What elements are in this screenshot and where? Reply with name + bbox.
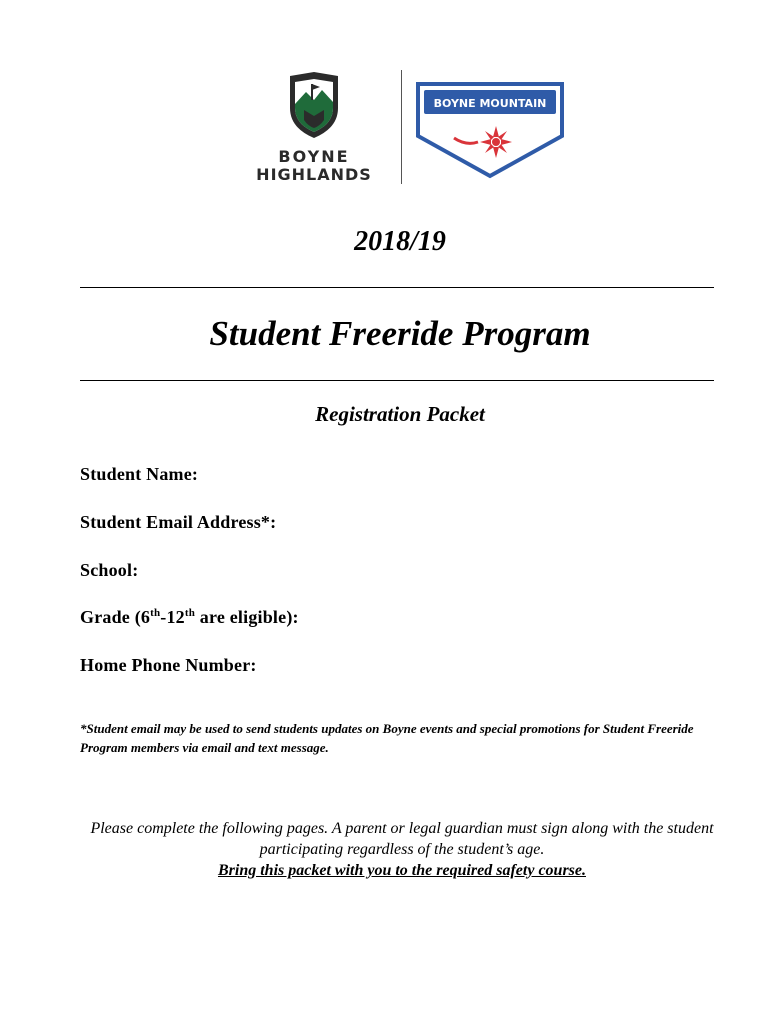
- page-title: Student Freeride Program: [209, 314, 591, 353]
- grade-mid: -12: [160, 607, 185, 627]
- student-name-label: Student Name:: [80, 464, 199, 484]
- highlands-line1: BOYNE: [278, 147, 350, 166]
- boyne-mountain-name: BOYNE MOUNTAIN: [433, 97, 547, 110]
- page-subtitle: Registration Packet: [315, 402, 485, 426]
- grade-prefix: Grade (6: [80, 607, 151, 627]
- school-label: School:: [80, 560, 139, 580]
- boyne-highlands-crest-icon: [286, 70, 342, 140]
- boyne-mountain-badge-icon: [414, 80, 566, 180]
- grade-suffix: are eligible):: [195, 607, 299, 627]
- grade-sup-2: th: [184, 607, 196, 619]
- program-year: 2018/19: [354, 226, 446, 257]
- highlands-line2: HIGHLANDS: [256, 165, 372, 184]
- boyne-highlands-wordmark: [248, 148, 380, 184]
- home-phone-label: Home Phone Number:: [80, 655, 257, 675]
- divider-bottom: [80, 380, 714, 381]
- instructions-bold: Bring this packet with you to the required safety course.: [217, 862, 586, 879]
- grade-sup-1: th: [150, 607, 161, 619]
- divider-top: [80, 287, 714, 288]
- instructions-text: Please complete the following pages. A parent or legal guardian must sign along with the student participating regardless of the student’s age.: [90, 820, 714, 858]
- instructions: [70, 818, 734, 881]
- logo-divider: [401, 70, 402, 184]
- student-email-label: Student Email Address*:: [80, 512, 277, 532]
- email-disclaimer: *Student email may be used to send students updates on Boyne events and special promotions for Student Freeride Program members via email and text message.: [80, 721, 694, 755]
- logo-header: [0, 60, 770, 190]
- grade-label: [80, 607, 299, 628]
